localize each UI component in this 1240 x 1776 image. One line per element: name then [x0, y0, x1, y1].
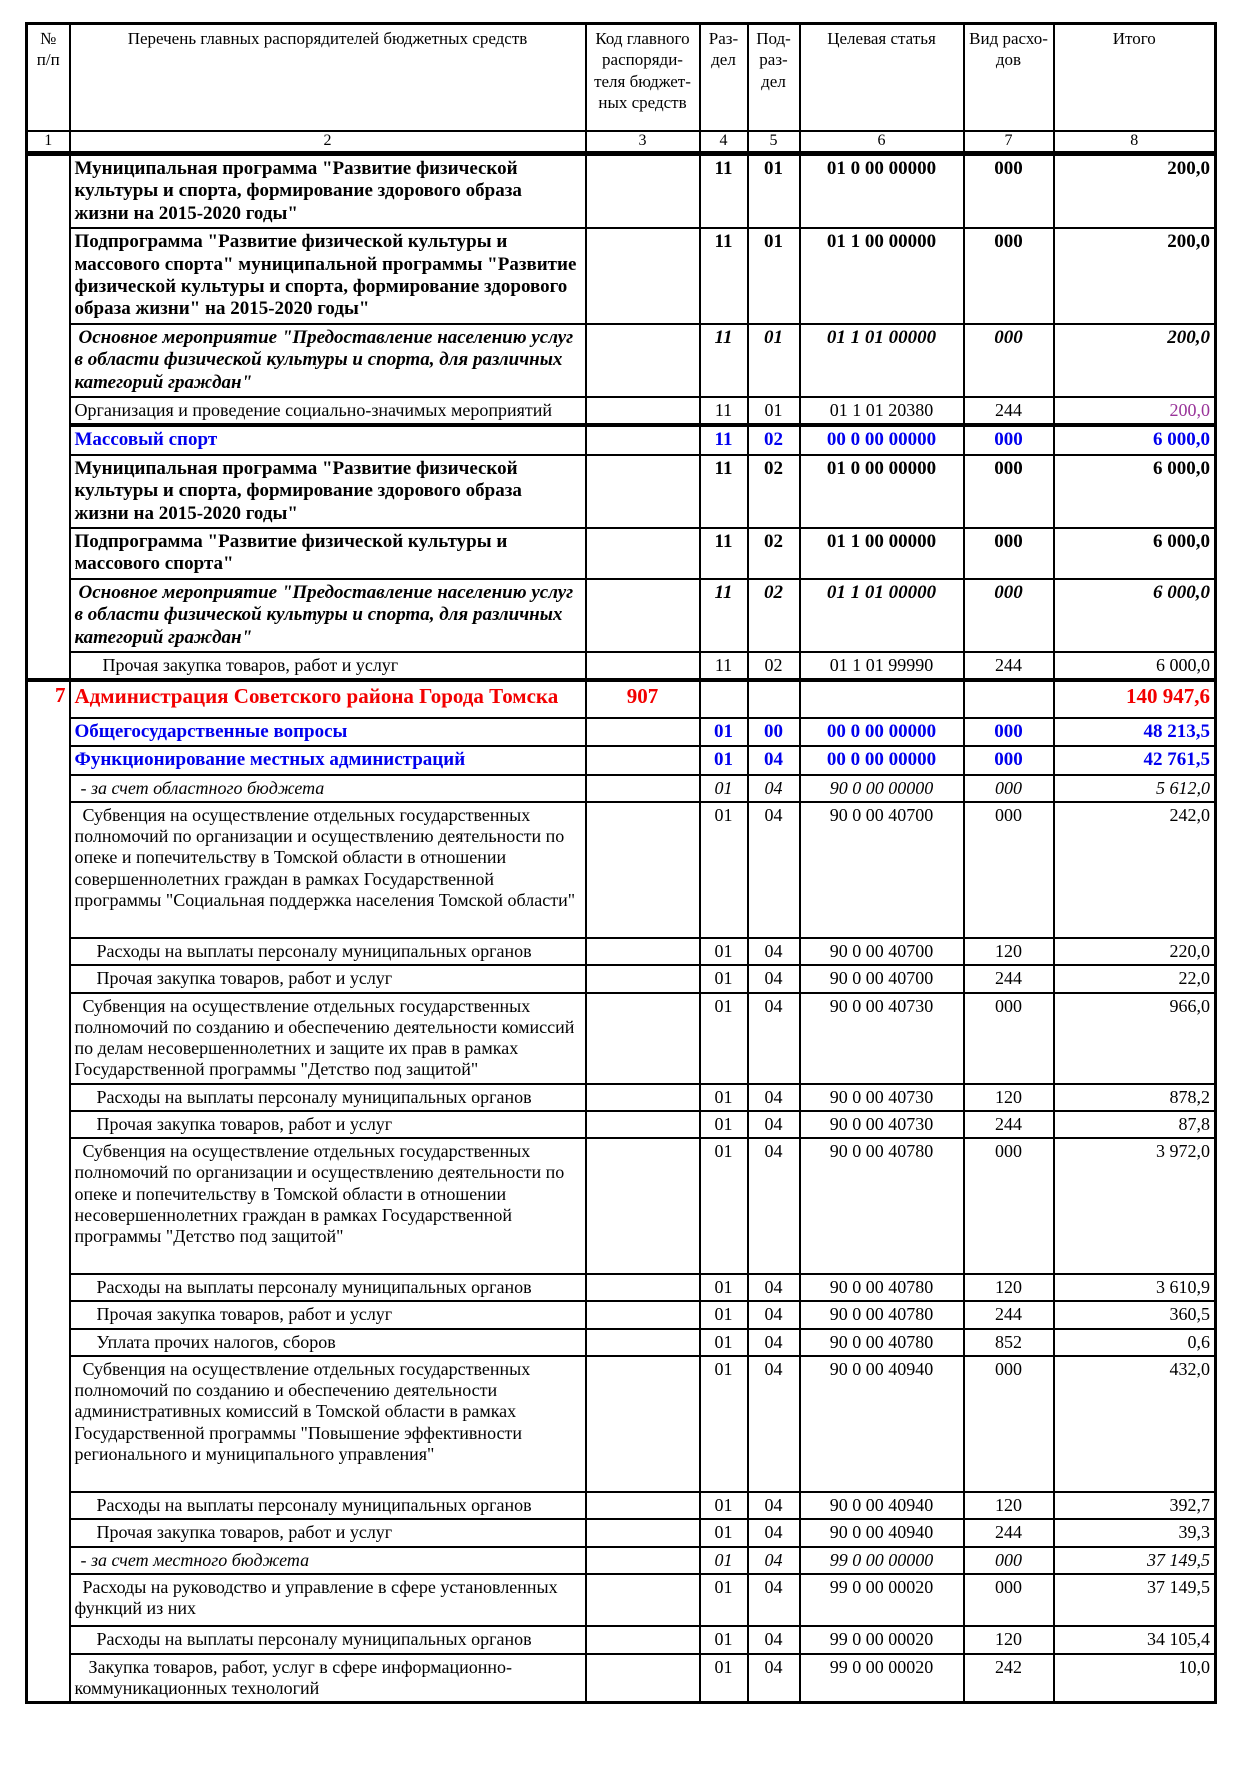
vid-cell: 000 — [964, 993, 1054, 1084]
razdel-cell: 01 — [700, 746, 748, 774]
table-body — [27, 154, 1216, 1703]
code-cell — [586, 775, 700, 802]
target-cell: 90 0 00 40780 — [800, 1301, 964, 1328]
podrazdel-cell: 04 — [748, 775, 800, 802]
name-cell: Расходы на выплаты персоналу муниципальных органов — [70, 938, 586, 965]
target-cell: 90 0 00 00000 — [800, 775, 964, 802]
code-cell — [586, 579, 700, 652]
total-cell: 3 972,0 — [1054, 1138, 1216, 1274]
table-row — [27, 1574, 1216, 1626]
total-cell: 200,0 — [1054, 154, 1216, 229]
code-cell — [586, 1329, 700, 1356]
total-cell: 37 149,5 — [1054, 1574, 1216, 1626]
header-num: № п/п — [27, 24, 70, 132]
vid-cell — [964, 680, 1054, 718]
target-cell: 99 0 00 00020 — [800, 1574, 964, 1626]
code-cell: 907 — [586, 680, 700, 718]
razdel-cell: 11 — [700, 324, 748, 397]
podrazdel-cell: 04 — [748, 938, 800, 965]
podrazdel-cell: 04 — [748, 1138, 800, 1274]
vid-cell: 000 — [964, 154, 1054, 229]
podrazdel-cell: 01 — [748, 154, 800, 229]
code-cell — [586, 1356, 700, 1492]
table-row — [27, 324, 1216, 397]
razdel-cell: 11 — [700, 228, 748, 324]
podrazdel-cell: 04 — [748, 1329, 800, 1356]
target-cell: 99 0 00 00020 — [800, 1654, 964, 1703]
name-cell: Расходы на выплаты персоналу муниципальных органов — [70, 1274, 586, 1301]
table-row — [27, 579, 1216, 652]
razdel-cell: 01 — [700, 965, 748, 992]
razdel-cell: 01 — [700, 1574, 748, 1626]
vid-cell: 000 — [964, 324, 1054, 397]
vid-cell: 120 — [964, 1084, 1054, 1111]
code-cell — [586, 528, 700, 579]
target-cell: 00 0 00 00000 — [800, 718, 964, 746]
target-cell: 01 1 01 99990 — [800, 652, 964, 680]
name-cell: Прочая закупка товаров, работ и услуг — [70, 1301, 586, 1328]
total-cell: 878,2 — [1054, 1084, 1216, 1111]
podrazdel-cell: 01 — [748, 228, 800, 324]
razdel-cell — [700, 680, 748, 718]
total-cell: 6 000,0 — [1054, 425, 1216, 454]
podrazdel-cell: 04 — [748, 965, 800, 992]
name-cell: Прочая закупка товаров, работ и услуг — [70, 652, 586, 680]
target-cell: 00 0 00 00000 — [800, 746, 964, 774]
table-row — [27, 1626, 1216, 1653]
code-cell — [586, 1547, 700, 1574]
code-cell — [586, 455, 700, 528]
total-cell: 48 213,5 — [1054, 718, 1216, 746]
vid-cell: 120 — [964, 1492, 1054, 1519]
razdel-cell: 11 — [700, 579, 748, 652]
table-row — [27, 455, 1216, 528]
column-number: 2 — [70, 131, 586, 154]
header-razdel: Раз-дел — [700, 24, 748, 132]
total-cell: 360,5 — [1054, 1301, 1216, 1328]
podrazdel-cell: 01 — [748, 324, 800, 397]
table-row — [27, 652, 1216, 680]
table-row — [27, 993, 1216, 1084]
code-cell — [586, 324, 700, 397]
total-cell: 42 761,5 — [1054, 746, 1216, 774]
vid-cell: 000 — [964, 802, 1054, 938]
name-cell: Прочая закупка товаров, работ и услуг — [70, 965, 586, 992]
total-cell: 87,8 — [1054, 1111, 1216, 1138]
header-name: Перечень главных распорядителей бюджетных средств — [70, 24, 586, 132]
name-cell: Расходы на руководство и управление в сфере установленных функций из них — [70, 1574, 586, 1626]
code-cell — [586, 802, 700, 938]
name-cell: Закупка товаров, работ, услуг в сфере информационно-коммуникационных технологий — [70, 1654, 586, 1703]
razdel-cell: 11 — [700, 528, 748, 579]
podrazdel-cell: 04 — [748, 802, 800, 938]
total-cell: 432,0 — [1054, 1356, 1216, 1492]
razdel-cell: 01 — [700, 1492, 748, 1519]
name-cell: Прочая закупка товаров, работ и услуг — [70, 1519, 586, 1546]
vid-cell: 000 — [964, 1356, 1054, 1492]
total-cell: 140 947,6 — [1054, 680, 1216, 718]
target-cell: 90 0 00 40700 — [800, 938, 964, 965]
name-cell: Субвенция на осуществление отдельных государственных полномочий по созданию и обеспечению деятельности административных комиссий в Томской области в рамках Государственной программы "Повышение эффективности регионального и муниципального управления" — [70, 1356, 586, 1492]
table-row — [27, 1547, 1216, 1574]
podrazdel-cell: 04 — [748, 1111, 800, 1138]
code-cell — [586, 1084, 700, 1111]
vid-cell: 000 — [964, 746, 1054, 774]
total-cell: 34 105,4 — [1054, 1626, 1216, 1653]
podrazdel-cell: 04 — [748, 746, 800, 774]
podrazdel-cell: 02 — [748, 455, 800, 528]
vid-cell: 000 — [964, 775, 1054, 802]
code-cell — [586, 993, 700, 1084]
table-row — [27, 775, 1216, 802]
name-cell: Функционирование местных администраций — [70, 746, 586, 774]
razdel-cell: 01 — [700, 718, 748, 746]
podrazdel-cell: 02 — [748, 425, 800, 454]
table-row — [27, 1301, 1216, 1328]
table-row — [27, 228, 1216, 324]
code-cell — [586, 1301, 700, 1328]
name-cell: Основное мероприятие "Предоставление населению услуг в области физической культуры и спорта, для различных категорий граждан" — [70, 324, 586, 397]
code-cell — [586, 746, 700, 774]
target-cell — [800, 680, 964, 718]
name-cell: Субвенция на осуществление отдельных государственных полномочий по организации и осуществлению деятельности по опеке и попечительству в Томской области в отношении совершеннолетних граждан в рамках Государственной программы "Социальная поддержка населения Томской области" — [70, 802, 586, 938]
code-cell — [586, 1654, 700, 1703]
razdel-cell: 01 — [700, 1301, 748, 1328]
target-cell: 99 0 00 00000 — [800, 1547, 964, 1574]
vid-cell: 244 — [964, 1519, 1054, 1546]
target-cell: 01 1 01 00000 — [800, 579, 964, 652]
total-cell: 392,7 — [1054, 1492, 1216, 1519]
razdel-cell: 01 — [700, 1274, 748, 1301]
podrazdel-cell: 00 — [748, 718, 800, 746]
code-cell — [586, 938, 700, 965]
podrazdel-cell: 04 — [748, 1547, 800, 1574]
table-row — [27, 1654, 1216, 1703]
total-cell: 966,0 — [1054, 993, 1216, 1084]
table-header — [27, 24, 1216, 154]
name-cell: Расходы на выплаты персоналу муниципальных органов — [70, 1084, 586, 1111]
total-cell: 10,0 — [1054, 1654, 1216, 1703]
total-cell: 200,0 — [1054, 397, 1216, 425]
vid-cell: 000 — [964, 1138, 1054, 1274]
podrazdel-cell — [748, 680, 800, 718]
column-numbers-row — [27, 131, 1216, 154]
code-cell — [586, 1492, 700, 1519]
razdel-cell: 01 — [700, 993, 748, 1084]
podrazdel-cell: 02 — [748, 652, 800, 680]
target-cell: 90 0 00 40780 — [800, 1138, 964, 1274]
vid-cell: 244 — [964, 1111, 1054, 1138]
table-row — [27, 1492, 1216, 1519]
razdel-cell: 01 — [700, 1626, 748, 1653]
target-cell: 01 1 01 20380 — [800, 397, 964, 425]
header-expense-type: Вид расхо-дов — [964, 24, 1054, 132]
total-cell: 220,0 — [1054, 938, 1216, 965]
razdel-cell: 01 — [700, 1519, 748, 1546]
name-cell: Уплата прочих налогов, сборов — [70, 1329, 586, 1356]
target-cell: 90 0 00 40780 — [800, 1274, 964, 1301]
target-cell: 00 0 00 00000 — [800, 425, 964, 454]
code-cell — [586, 1574, 700, 1626]
target-cell: 90 0 00 40940 — [800, 1492, 964, 1519]
page — [0, 22, 1240, 1776]
column-number: 3 — [586, 131, 700, 154]
table-row — [27, 746, 1216, 774]
razdel-cell: 11 — [700, 397, 748, 425]
vid-cell: 000 — [964, 455, 1054, 528]
vid-cell: 244 — [964, 397, 1054, 425]
column-number: 1 — [27, 131, 70, 154]
target-cell: 90 0 00 40780 — [800, 1329, 964, 1356]
code-cell — [586, 425, 700, 454]
name-cell: - за счет местного бюджета — [70, 1547, 586, 1574]
total-cell: 39,3 — [1054, 1519, 1216, 1546]
table-row — [27, 1274, 1216, 1301]
row-number-cell: 7 — [27, 680, 70, 1702]
header-code: Код главного распоряди-теля бюджет-ных средств — [586, 24, 700, 132]
target-cell: 90 0 00 40730 — [800, 993, 964, 1084]
target-cell: 01 1 00 00000 — [800, 528, 964, 579]
razdel-cell: 01 — [700, 1654, 748, 1703]
podrazdel-cell: 04 — [748, 1626, 800, 1653]
total-cell: 3 610,9 — [1054, 1274, 1216, 1301]
razdel-cell: 01 — [700, 1329, 748, 1356]
table-row — [27, 528, 1216, 579]
podrazdel-cell: 04 — [748, 1084, 800, 1111]
podrazdel-cell: 04 — [748, 1574, 800, 1626]
total-cell: 200,0 — [1054, 228, 1216, 324]
name-cell: Основное мероприятие "Предоставление населению услуг в области физической культуры и спорта, для различных категорий граждан" — [70, 579, 586, 652]
podrazdel-cell: 04 — [748, 1356, 800, 1492]
table-row — [27, 680, 1216, 718]
table-row — [27, 1329, 1216, 1356]
name-cell: Расходы на выплаты персоналу муниципальных органов — [70, 1626, 586, 1653]
column-number: 5 — [748, 131, 800, 154]
name-cell: Подпрограмма "Развитие физической культуры и массового спорта" — [70, 528, 586, 579]
table-row — [27, 1356, 1216, 1492]
total-cell: 22,0 — [1054, 965, 1216, 992]
target-cell: 90 0 00 40700 — [800, 802, 964, 938]
razdel-cell: 11 — [700, 455, 748, 528]
razdel-cell: 01 — [700, 802, 748, 938]
total-cell: 6 000,0 — [1054, 528, 1216, 579]
razdel-cell: 01 — [700, 938, 748, 965]
razdel-cell: 01 — [700, 1356, 748, 1492]
podrazdel-cell: 04 — [748, 1492, 800, 1519]
table-row — [27, 425, 1216, 454]
header-target-article: Целевая статья — [800, 24, 964, 132]
podrazdel-cell: 01 — [748, 397, 800, 425]
target-cell: 01 0 00 00000 — [800, 154, 964, 229]
table-row — [27, 938, 1216, 965]
vid-cell: 000 — [964, 228, 1054, 324]
vid-cell: 000 — [964, 1547, 1054, 1574]
target-cell: 90 0 00 40700 — [800, 965, 964, 992]
table-row — [27, 1519, 1216, 1546]
name-cell: Субвенция на осуществление отдельных государственных полномочий по созданию и обеспечению деятельности комиссий по делам несовершеннолетних и защите их прав в рамках Государственной программы "Детство под защитой" — [70, 993, 586, 1084]
razdel-cell: 01 — [700, 1084, 748, 1111]
vid-cell: 120 — [964, 1274, 1054, 1301]
podrazdel-cell: 04 — [748, 1301, 800, 1328]
razdel-cell: 11 — [700, 425, 748, 454]
code-cell — [586, 154, 700, 229]
table-row — [27, 802, 1216, 938]
code-cell — [586, 718, 700, 746]
vid-cell: 852 — [964, 1329, 1054, 1356]
column-number: 6 — [800, 131, 964, 154]
table-row — [27, 965, 1216, 992]
name-cell: - за счет областного бюджета — [70, 775, 586, 802]
vid-cell: 000 — [964, 425, 1054, 454]
table-row — [27, 1084, 1216, 1111]
code-cell — [586, 1138, 700, 1274]
vid-cell: 120 — [964, 1626, 1054, 1653]
name-cell: Муниципальная программа "Развитие физической культуры и спорта, формирование здорового образа жизни на 2015-2020 годы" — [70, 154, 586, 229]
name-cell: Общегосударственные вопросы — [70, 718, 586, 746]
podrazdel-cell: 04 — [748, 1654, 800, 1703]
target-cell: 99 0 00 00020 — [800, 1626, 964, 1653]
total-cell: 0,6 — [1054, 1329, 1216, 1356]
razdel-cell: 11 — [700, 652, 748, 680]
vid-cell: 244 — [964, 965, 1054, 992]
vid-cell: 000 — [964, 718, 1054, 746]
vid-cell: 242 — [964, 1654, 1054, 1703]
vid-cell: 120 — [964, 938, 1054, 965]
razdel-cell: 11 — [700, 154, 748, 229]
name-cell: Расходы на выплаты персоналу муниципальных органов — [70, 1492, 586, 1519]
code-cell — [586, 1626, 700, 1653]
row-number-cell — [27, 154, 70, 681]
name-cell: Администрация Советского района Города Томска — [70, 680, 586, 718]
header-podrazdel: Под-раз-дел — [748, 24, 800, 132]
code-cell — [586, 228, 700, 324]
target-cell: 01 1 00 00000 — [800, 228, 964, 324]
code-cell — [586, 397, 700, 425]
name-cell: Субвенция на осуществление отдельных государственных полномочий по организации и осуществлению деятельности по опеке и попечительству в Томской области в отношении несовершеннолетних граждан в рамках Государственной программы "Детство под защитой" — [70, 1138, 586, 1274]
column-number: 4 — [700, 131, 748, 154]
target-cell: 01 0 00 00000 — [800, 455, 964, 528]
vid-cell: 000 — [964, 528, 1054, 579]
target-cell: 90 0 00 40730 — [800, 1111, 964, 1138]
code-cell — [586, 1519, 700, 1546]
vid-cell: 000 — [964, 579, 1054, 652]
table-row — [27, 154, 1216, 229]
table-row — [27, 718, 1216, 746]
podrazdel-cell: 04 — [748, 1274, 800, 1301]
total-cell: 6 000,0 — [1054, 652, 1216, 680]
total-cell: 37 149,5 — [1054, 1547, 1216, 1574]
budget-table — [25, 22, 1217, 1704]
name-cell: Организация и проведение социально-значимых мероприятий — [70, 397, 586, 425]
name-cell: Массовый спорт — [70, 425, 586, 454]
column-number: 8 — [1054, 131, 1216, 154]
column-number: 7 — [964, 131, 1054, 154]
razdel-cell: 01 — [700, 1547, 748, 1574]
name-cell: Подпрограмма "Развитие физической культуры и массового спорта" муниципальной программы "Развитие физической культуры и спорта, формирование здорового образа жизни" на 2015-2020 годы" — [70, 228, 586, 324]
podrazdel-cell: 02 — [748, 579, 800, 652]
podrazdel-cell: 04 — [748, 993, 800, 1084]
podrazdel-cell: 02 — [748, 528, 800, 579]
table-row — [27, 1138, 1216, 1274]
name-cell: Прочая закупка товаров, работ и услуг — [70, 1111, 586, 1138]
code-cell — [586, 1274, 700, 1301]
header-total: Итого — [1054, 24, 1216, 132]
vid-cell: 244 — [964, 652, 1054, 680]
total-cell: 200,0 — [1054, 324, 1216, 397]
target-cell: 90 0 00 40940 — [800, 1519, 964, 1546]
name-cell: Муниципальная программа "Развитие физической культуры и спорта, формирование здорового образа жизни на 2015-2020 годы" — [70, 455, 586, 528]
total-cell: 6 000,0 — [1054, 579, 1216, 652]
target-cell: 01 1 01 00000 — [800, 324, 964, 397]
total-cell: 242,0 — [1054, 802, 1216, 938]
header-row — [27, 24, 1216, 132]
code-cell — [586, 965, 700, 992]
code-cell — [586, 652, 700, 680]
target-cell: 90 0 00 40730 — [800, 1084, 964, 1111]
code-cell — [586, 1111, 700, 1138]
podrazdel-cell: 04 — [748, 1519, 800, 1546]
total-cell: 5 612,0 — [1054, 775, 1216, 802]
table-row — [27, 1111, 1216, 1138]
total-cell: 6 000,0 — [1054, 455, 1216, 528]
table-row — [27, 397, 1216, 425]
razdel-cell: 01 — [700, 1138, 748, 1274]
vid-cell: 000 — [964, 1574, 1054, 1626]
target-cell: 90 0 00 40940 — [800, 1356, 964, 1492]
vid-cell: 244 — [964, 1301, 1054, 1328]
razdel-cell: 01 — [700, 1111, 748, 1138]
razdel-cell: 01 — [700, 775, 748, 802]
